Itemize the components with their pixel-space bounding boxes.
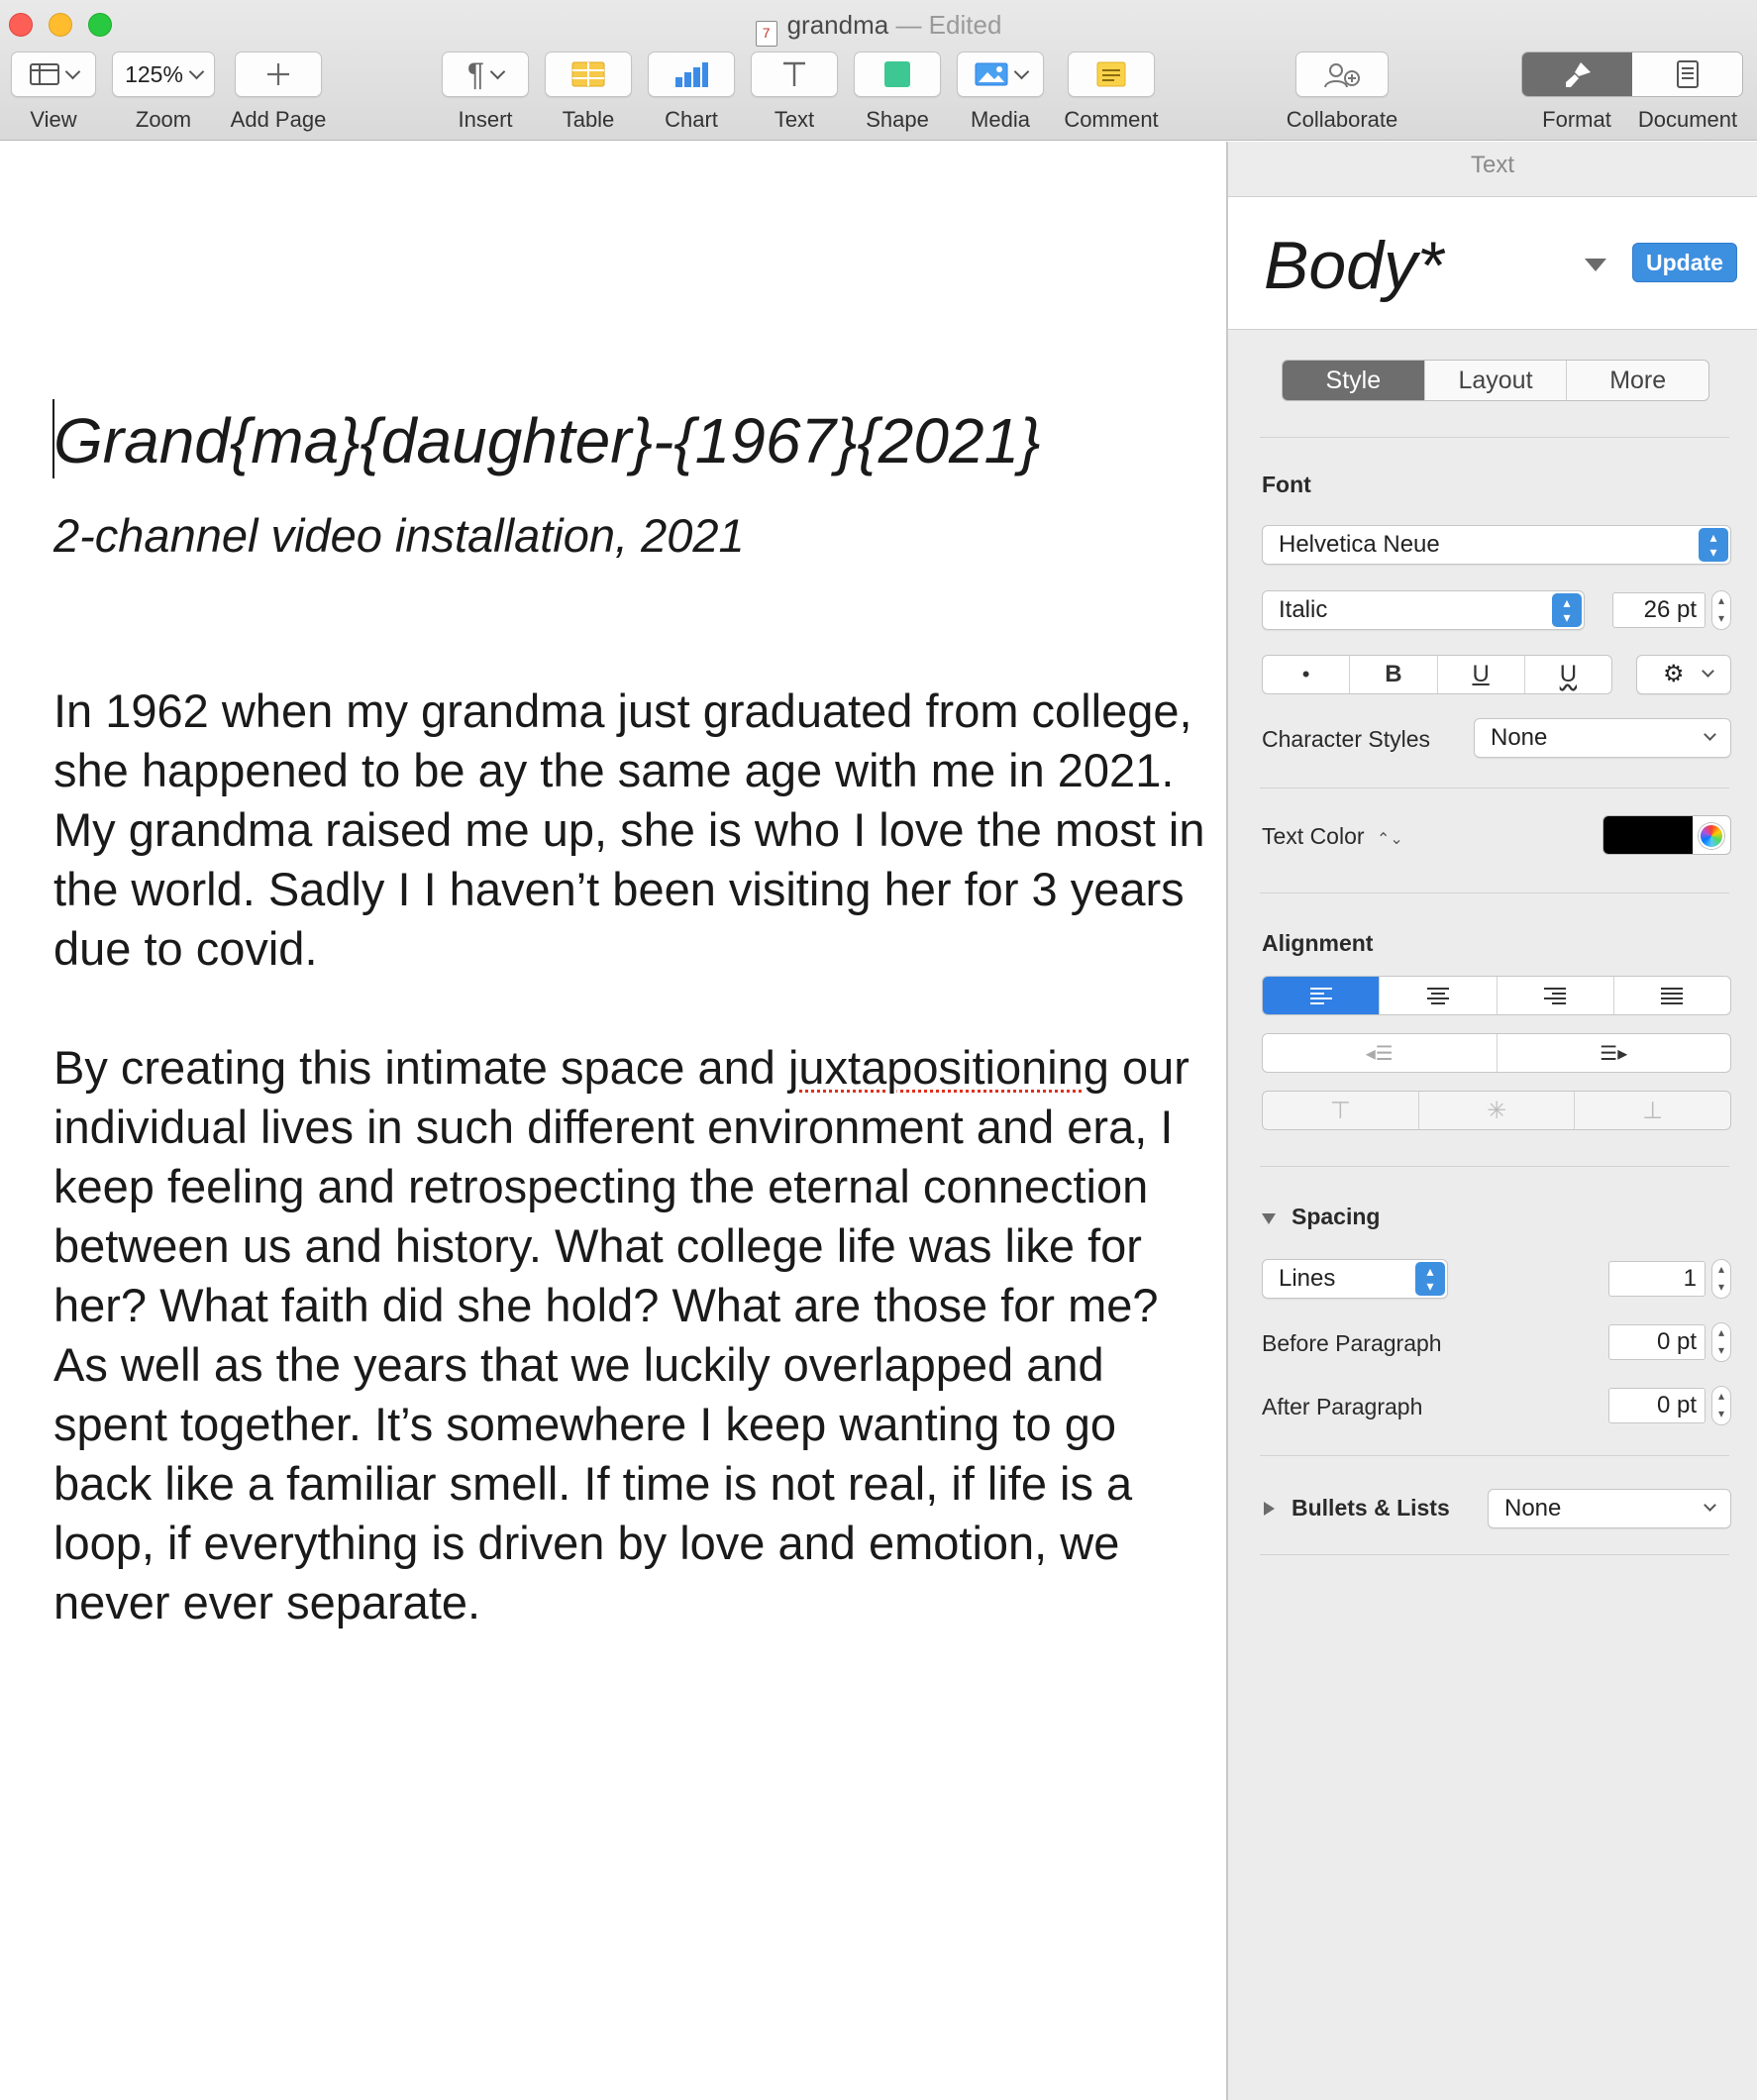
chevron-down-icon	[189, 63, 205, 79]
inspector-header: Text	[1228, 142, 1757, 197]
font-family-popup[interactable]	[1262, 525, 1731, 565]
zoom-value: 125%	[125, 60, 183, 87]
format-inspector	[1226, 142, 1757, 2100]
disclosure-triangle-icon[interactable]	[1262, 1213, 1276, 1224]
increase-indent-icon: ☰▸	[1600, 1042, 1628, 1065]
toolbar-media[interactable]	[957, 52, 1044, 133]
paragraph-style-area	[1228, 197, 1757, 330]
chevron-down-icon	[64, 63, 80, 79]
before-paragraph-label: Before Paragraph	[1262, 1330, 1442, 1356]
increase-indent-button[interactable]	[1498, 1034, 1731, 1072]
before-paragraph-field[interactable]: 0 pt	[1608, 1324, 1705, 1360]
edited-status: — Edited	[895, 10, 1002, 40]
square-shape-icon	[884, 61, 910, 87]
body-paragraph-2[interactable]	[53, 1038, 1222, 1632]
document-button[interactable]	[1632, 52, 1742, 96]
align-top-button[interactable]	[1263, 1092, 1419, 1129]
insert-button[interactable]	[442, 52, 529, 97]
before-paragraph-stepper[interactable]: ▴ ▾	[1711, 1322, 1731, 1362]
align-middle-icon: ✳	[1486, 1097, 1507, 1124]
media-button[interactable]	[957, 52, 1044, 97]
typeface-value: Italic	[1279, 596, 1328, 623]
view-label: View	[30, 107, 77, 132]
disclosure-triangle-icon[interactable]	[1264, 1502, 1275, 1516]
document-title[interactable]: Grand{ma}{daughter}-{1967}{2021}	[53, 405, 1041, 476]
advanced-options-button[interactable]	[1636, 655, 1731, 694]
font-size-field[interactable]: 26 pt	[1612, 592, 1705, 628]
align-right-button[interactable]	[1498, 977, 1614, 1014]
window-toolbar	[0, 0, 1757, 141]
decrease-indent-icon: ◂☰	[1365, 1042, 1394, 1065]
document-canvas[interactable]	[0, 142, 1226, 2100]
toolbar-comment[interactable]	[1060, 52, 1163, 133]
pages-document-icon: 7	[756, 21, 777, 47]
underline-icon: U	[1472, 661, 1490, 687]
toolbar-view[interactable]	[10, 52, 97, 133]
comment-button[interactable]	[1068, 52, 1155, 97]
divider	[1260, 1455, 1729, 1456]
document-name: grandma	[786, 10, 889, 40]
document-subtitle[interactable]: 2-channel video installation, 2021	[53, 509, 745, 562]
tab-more[interactable]: More	[1609, 367, 1667, 394]
up-down-chevron-icon: ⌃⌄	[1376, 831, 1403, 848]
font-style-buttons	[1262, 655, 1612, 694]
plus-icon	[265, 61, 291, 87]
line-spacing-stepper[interactable]: ▴ ▾	[1711, 1259, 1731, 1299]
window-title	[0, 8, 1757, 47]
popup-arrows-icon: ▴ ▾	[1415, 1262, 1445, 1296]
bullets-lists-value: None	[1504, 1495, 1562, 1522]
after-paragraph-label: After Paragraph	[1262, 1394, 1423, 1419]
underline-button[interactable]	[1438, 656, 1525, 693]
bullets-lists-title[interactable]: Bullets & Lists	[1292, 1495, 1450, 1521]
toolbar-insert[interactable]	[442, 52, 529, 133]
sticky-note-icon	[1096, 61, 1126, 87]
table-icon	[571, 61, 605, 87]
paragraph-text: our individual lives in such different environment and era, I keep feeling and retrospecting the eternal connection between us and history. What college life was like for her? What faith did she hold? What are those for me? As well as the years that we luckily overlapped and spent together. It’s somewhere I keep wanting to go back like a familiar smell. If time is not real, if life is a loop, if everything is driven by love and emotion, we never ever separate.	[53, 1041, 1189, 1628]
gear-icon: ⚙	[1663, 661, 1685, 687]
format-label: Format	[1542, 107, 1611, 132]
line-spacing-field[interactable]: 1	[1608, 1261, 1705, 1297]
text-t-icon	[780, 60, 808, 88]
align-bottom-icon: ⊥	[1642, 1097, 1664, 1124]
bar-chart-icon	[673, 61, 709, 87]
indent-buttons	[1262, 1033, 1731, 1073]
character-styles-value: None	[1491, 724, 1548, 751]
media-label: Media	[971, 107, 1030, 132]
divider	[1260, 1166, 1729, 1167]
strikethrough-icon: U	[1559, 661, 1578, 687]
inspector-toggle	[1521, 52, 1743, 133]
comment-label: Comment	[1064, 107, 1159, 132]
after-paragraph-field[interactable]: 0 pt	[1608, 1388, 1705, 1423]
sidebar-layout-icon	[30, 63, 59, 85]
color-wheel-icon[interactable]	[1699, 823, 1724, 849]
add-page-label: Add Page	[230, 107, 327, 132]
chart-button[interactable]	[648, 52, 735, 97]
text-label: Text	[774, 107, 815, 132]
format-button[interactable]	[1522, 52, 1632, 96]
popup-arrows-icon: ▴ ▾	[1552, 593, 1582, 627]
photo-icon	[975, 61, 1008, 87]
align-top-icon: ⊤	[1329, 1097, 1351, 1124]
paintbrush-icon	[1563, 60, 1593, 88]
justify-button[interactable]	[1614, 977, 1730, 1014]
shape-label: Shape	[866, 107, 929, 132]
add-page-button[interactable]	[235, 52, 322, 97]
view-button[interactable]	[11, 52, 96, 97]
divider	[1260, 892, 1729, 893]
text-color-label[interactable]	[1262, 823, 1403, 850]
align-left-button[interactable]	[1263, 977, 1380, 1014]
popup-arrows-icon: ▴ ▾	[1699, 528, 1728, 562]
justify-icon	[1661, 988, 1683, 1004]
bullets-lists-popup[interactable]	[1488, 1489, 1731, 1528]
alignment-buttons	[1262, 976, 1731, 1015]
strikethrough-button[interactable]	[1525, 656, 1611, 693]
misspelled-word[interactable]: juxtapositioning	[787, 1041, 1109, 1094]
toolbar-zoom[interactable]	[112, 52, 215, 133]
style-dropdown-icon[interactable]	[1585, 259, 1606, 271]
collaborate-button[interactable]	[1295, 52, 1389, 97]
document-icon	[1676, 60, 1700, 88]
chart-label: Chart	[665, 107, 718, 132]
align-left-icon	[1310, 988, 1332, 1004]
document-label: Document	[1637, 107, 1738, 132]
pilcrow-icon: ¶	[466, 55, 485, 92]
dot-icon: •	[1301, 662, 1310, 686]
align-right-icon	[1544, 988, 1566, 1004]
tab-layout[interactable]: Layout	[1425, 361, 1568, 400]
line-spacing-popup[interactable]	[1262, 1259, 1448, 1299]
chevron-down-icon	[1013, 63, 1029, 79]
bold-button[interactable]	[1350, 656, 1437, 693]
toolbar-shape[interactable]	[854, 52, 941, 133]
typeface-popup[interactable]	[1262, 590, 1585, 630]
divider	[1260, 437, 1729, 438]
divider	[1260, 1554, 1729, 1555]
body-paragraph-1[interactable]: In 1962 when my grandma just graduated from college, she happened to be ay the same age with me in 2021. My grandma raised me up, she is who I love the most in the world. Sadly I I haven’t been visiting her for 3 years due to covid.	[53, 684, 1205, 975]
inspector-tabs	[1282, 360, 1709, 401]
color-swatch[interactable]	[1603, 816, 1693, 855]
table-button[interactable]	[545, 52, 632, 97]
paragraph-style-name[interactable]: Body*	[1264, 228, 1444, 303]
spacing-section-title[interactable]: Spacing	[1292, 1204, 1381, 1229]
insert-label: Insert	[458, 107, 513, 132]
toolbar-add-page[interactable]	[224, 52, 333, 133]
vertical-alignment-buttons	[1262, 1091, 1731, 1130]
toolbar-table[interactable]	[545, 52, 632, 133]
font-family-value: Helvetica Neue	[1279, 531, 1440, 558]
table-label: Table	[562, 107, 615, 132]
toolbar-collaborate[interactable]	[1278, 52, 1406, 133]
line-spacing-mode: Lines	[1279, 1265, 1336, 1292]
paragraph-text: By creating this intimate space and	[53, 1041, 788, 1094]
align-center-button[interactable]	[1380, 977, 1497, 1014]
collaborate-label: Collaborate	[1286, 107, 1398, 132]
add-person-icon	[1322, 60, 1362, 88]
bold-icon: B	[1385, 661, 1402, 687]
text-color-label-text: Text Color	[1262, 823, 1365, 849]
align-middle-button[interactable]	[1419, 1092, 1576, 1129]
zoom-popup[interactable]	[112, 52, 215, 97]
toolbar-chart[interactable]	[648, 52, 735, 133]
character-styles-label: Character Styles	[1262, 726, 1431, 752]
character-styles-popup[interactable]	[1474, 718, 1731, 758]
font-section-title: Font	[1262, 472, 1311, 497]
decrease-indent-button[interactable]	[1263, 1034, 1498, 1072]
align-center-icon	[1427, 988, 1449, 1004]
font-size-stepper[interactable]: ▴ ▾	[1711, 590, 1731, 630]
after-paragraph-stepper[interactable]: ▴ ▾	[1711, 1386, 1731, 1425]
update-style-button[interactable]: Update	[1632, 243, 1737, 282]
text-box-button[interactable]	[751, 52, 838, 97]
text-color-well[interactable]	[1602, 815, 1731, 855]
tab-style[interactable]: Style	[1283, 361, 1425, 400]
shape-button[interactable]	[854, 52, 941, 97]
chevron-down-icon	[1704, 728, 1716, 741]
text-options-button[interactable]	[1263, 656, 1350, 693]
align-bottom-button[interactable]	[1575, 1092, 1730, 1129]
toolbar-text[interactable]	[751, 52, 838, 133]
chevron-down-icon	[490, 63, 506, 79]
zoom-label: Zoom	[135, 107, 192, 132]
alignment-section-title: Alignment	[1262, 930, 1374, 956]
chevron-down-icon	[1704, 1499, 1716, 1512]
chevron-down-icon	[1702, 665, 1714, 678]
